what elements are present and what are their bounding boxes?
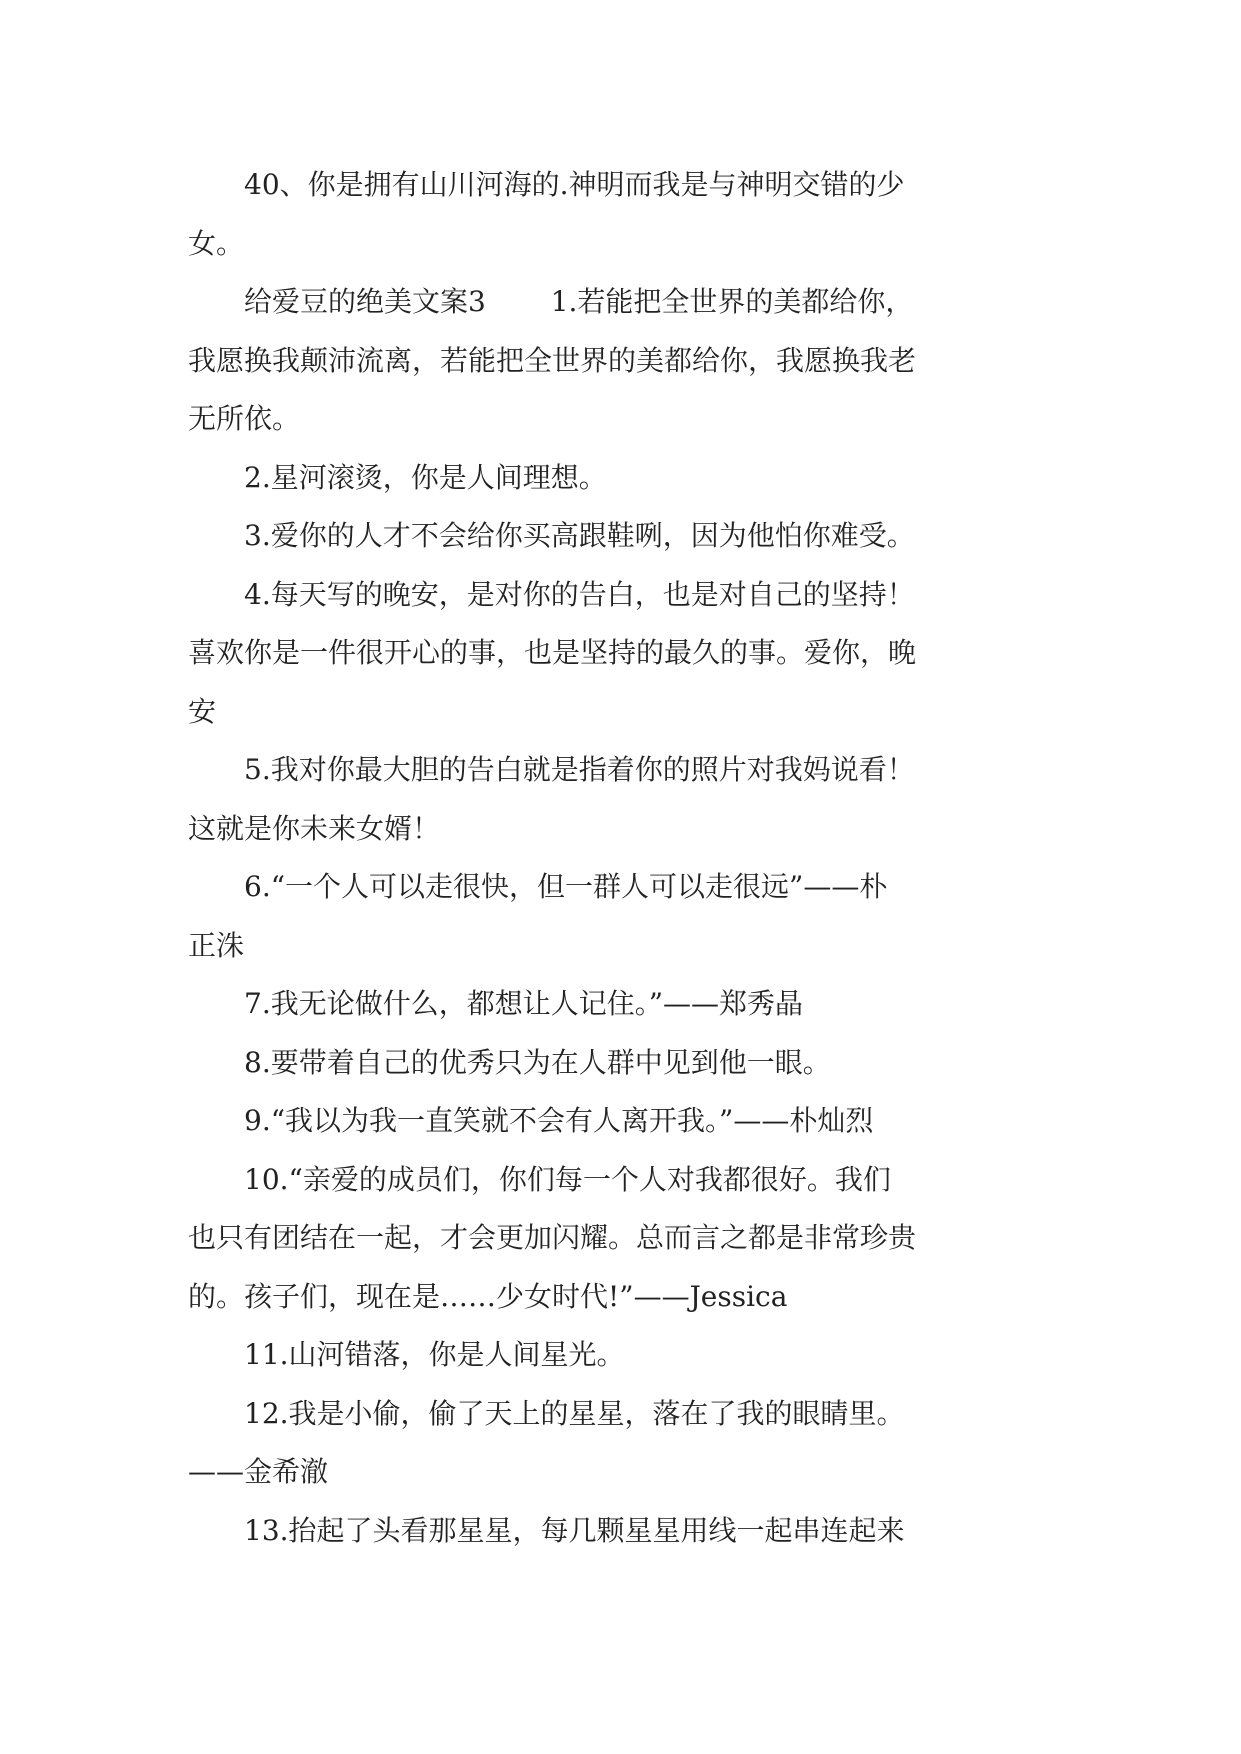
paragraph-item-9: 9.“我以为我一直笑就不会有人离开我。”——朴灿烈: [244, 1104, 874, 1137]
paragraph-item-2: 2.星河滚烫，你是人间理想。: [244, 460, 607, 494]
paragraph-item-3: 3.爱你的人才不会给你买高跟鞋咧，因为他怕你难受。: [244, 519, 915, 552]
paragraph-40: 40、你是拥有山川河海的.神明而我是与神明交错的少 女。: [188, 168, 905, 260]
paragraph-item-4: 4.每天写的晚安，是对你的告白，也是对自己的坚持！ 喜欢你是一件很开心的事，也是坚持的最久的事。爱你，晚 安: [188, 577, 917, 728]
paragraph-item-7: 7.我无论做什么，都想让人记住。”——郑秀晶: [244, 987, 804, 1020]
paragraph-item-6: 6.“一个人可以走很快，但一群人可以走很远”——朴 正洙: [188, 870, 888, 962]
paragraph-section-3-item-1: 给爱豆的绝美文案3 1.若能把全世界的美都给你， 我愿换我颠沛流离，若能把全世界的美都给你，我愿换我老 无所依。: [188, 285, 917, 435]
document-page: [188, 156, 1058, 1560]
paragraph-item-10: 10.“亲爱的成员们，你们每一个人对我都很好。我们 也只有团结在一起，才会更加闪耀。总而言之都是非常珍贵 的。孩子们，现在是……少女时代!”——Jessica: [188, 1162, 917, 1313]
paragraph-item-5: 5.我对你最大胆的告白就是指着你的照片对我妈说看！ 这就是你未来女婿！: [188, 753, 915, 845]
paragraph-item-12: 12.我是小偷，偷了天上的星星，落在了我的眼睛里。 ——金希澈: [188, 1396, 905, 1488]
paragraph-item-13: 13.抬起了头看那星星，每几颗星星用线一起串连起来: [244, 1513, 905, 1547]
paragraph-item-11: 11.山河错落，你是人间星光。: [244, 1338, 625, 1371]
paragraph-item-8: 8.要带着自己的优秀只为在人群中见到他一眼。: [244, 1045, 831, 1079]
